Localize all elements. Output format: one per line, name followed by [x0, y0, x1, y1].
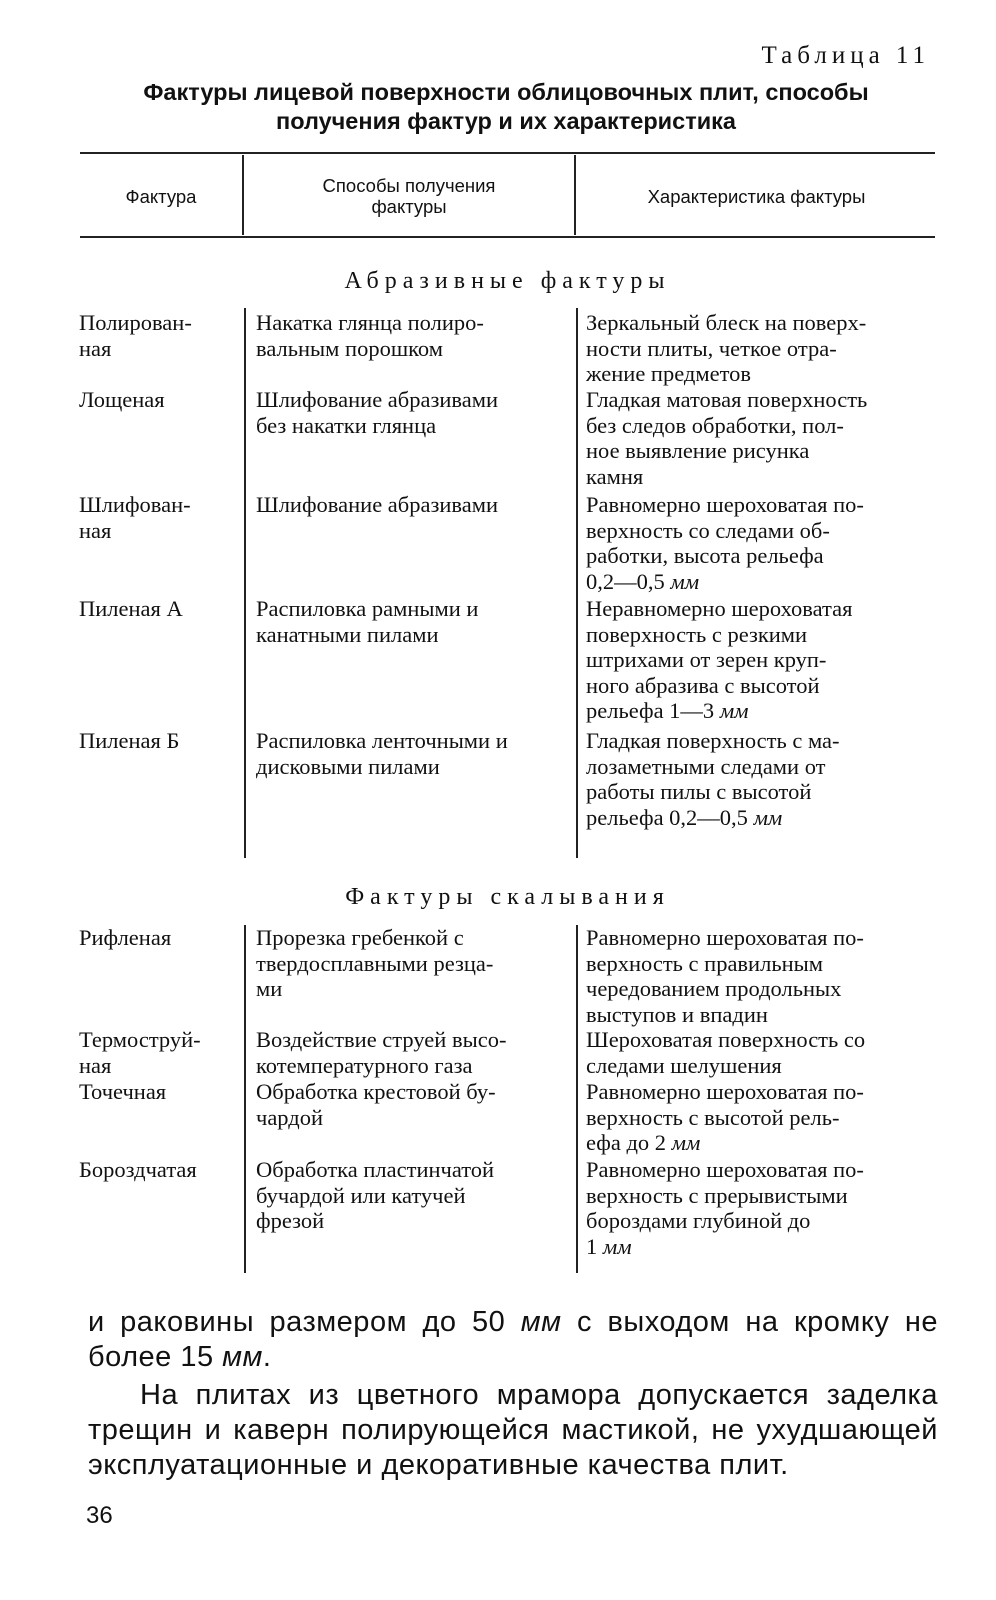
- characteristic-cell: Гладкая поверхность с ма- лозаметными следами от работы пилы с высотой рельефа 0,2—0,5 мм: [586, 728, 840, 830]
- texture-cell: Рифленая: [79, 925, 172, 950]
- texture-cell: Пиленая А: [79, 596, 183, 621]
- section-1-divider-2: [576, 308, 578, 858]
- characteristic-cell: Равномерно шероховатая по- верхность с правильным чередованием продольных выступов и впадин: [586, 925, 864, 1027]
- method-cell: Шлифование абразивами: [256, 492, 498, 517]
- texture-cell: Лощеная: [79, 387, 165, 412]
- caption-line-1: Фактуры лицевой поверхности облицовочных плит, способы: [143, 79, 869, 105]
- column-header-texture: Фактура: [125, 185, 197, 207]
- method-cell: Воздействие струей высо- котемпературного газа: [256, 1027, 507, 1078]
- texture-cell: Бороздчатая: [79, 1157, 197, 1182]
- header-divider-2: [574, 155, 576, 235]
- characteristic-cell: Равномерно шероховатая по- верхность с прерывистыми бороздами глубиной до 1 мм: [586, 1157, 864, 1259]
- characteristic-cell: Зеркальный блеск на поверх- ности плиты, четкое отра- жение предметов: [586, 310, 867, 386]
- section-2-divider-2: [576, 925, 578, 1273]
- header-bottom-rule: [80, 236, 935, 238]
- table-caption: [80, 78, 932, 136]
- characteristic-cell: Гладкая матовая поверхность без следов обработки, пол- ное выявление рисунка камня: [586, 387, 868, 489]
- section-title-abrasive: Абразивные фактуры: [344, 268, 671, 294]
- section-2-divider-1: [244, 925, 246, 1273]
- caption-line-2: получения фактур и их характеристика: [276, 108, 736, 134]
- column-header-characteristic: Характеристика фактуры: [647, 185, 866, 207]
- method-cell: Распиловка рамными и канатными пилами: [256, 596, 479, 647]
- method-cell: Шлифование абразивами без накатки глянца: [256, 387, 498, 438]
- column-header-method: Способы получения фактуры: [322, 175, 496, 217]
- body-paragraph-2: На плитах из цветного мрамора допускается заделка трещин и каверн полирующейся мастикой, не ухудшающей эксплуатационные и декоративные качества плит.: [88, 1379, 938, 1481]
- characteristic-cell: Шероховатая поверхность со следами шелушения: [586, 1027, 866, 1078]
- texture-cell: Точечная: [79, 1079, 167, 1104]
- texture-cell: Термоструй- ная: [79, 1027, 201, 1078]
- method-cell: Обработка пластинчатой бучардой или катучей фрезой: [256, 1157, 495, 1233]
- table-label: Таблица 11: [761, 42, 930, 69]
- section-1-divider-1: [244, 308, 246, 858]
- section-title-chipping: Фактуры скалывания: [345, 884, 670, 910]
- method-cell: Обработка крестовой бу- чардой: [256, 1079, 496, 1130]
- texture-cell: Шлифован- ная: [79, 492, 191, 543]
- page-number: 36: [86, 1502, 113, 1529]
- method-cell: Распиловка ленточными и дисковыми пилами: [256, 728, 508, 779]
- header-top-rule: [80, 152, 935, 154]
- method-cell: Накатка глянца полиро- вальным порошком: [256, 310, 484, 361]
- characteristic-cell: Равномерно шероховатая по- верхность со следами об- работки, высота рельефа 0,2—0,5 мм: [586, 492, 864, 594]
- header-divider-1: [242, 155, 244, 235]
- texture-cell: Пиленая Б: [79, 728, 180, 753]
- method-cell: Прорезка гребенкой с твердосплавными резца- ми: [256, 925, 494, 1001]
- texture-cell: Полирован- ная: [79, 310, 192, 361]
- characteristic-cell: Неравномерно шероховатая поверхность с резкими штрихами от зерен круп- ного абразива с высотой рельефа 1—3 мм: [586, 596, 853, 723]
- body-paragraph-1: и раковины размером до 50 мм с выходом на кромку не более 15 мм.: [88, 1306, 938, 1373]
- characteristic-cell: Равномерно шероховатая по- верхность с высотой рель- ефа до 2 мм: [586, 1079, 864, 1155]
